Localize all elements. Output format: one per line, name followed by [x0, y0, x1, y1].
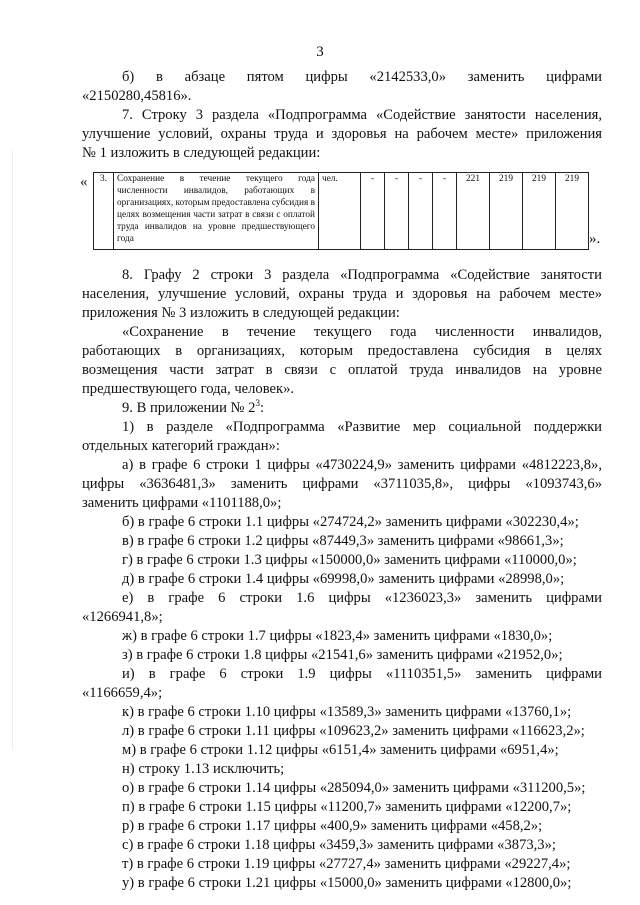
item-o: о) в графе 6 строки 1.14 цифры «285094,0» заменить цифрами «311200,5»; — [122, 780, 586, 796]
item-t: т) в графе 6 строки 1.19 цифры «27727,4» заменить цифрами «29227,4»; — [122, 856, 571, 872]
scan-margin-line — [12, 150, 13, 750]
item-e-line2: «1266941,8»; — [82, 609, 163, 625]
row-dash-4: - — [433, 173, 457, 250]
sub1-line1: 1) в разделе «Подпрограмма «Развитие мер социальной поддержки — [122, 419, 602, 435]
row-unit: чел. — [319, 173, 361, 250]
item9-colon: : — [259, 400, 264, 416]
item8-line3: приложения № 3 изложить в следующей редакции: — [82, 305, 400, 321]
row-number: 3. — [94, 173, 114, 250]
row-dash-1: - — [361, 173, 385, 250]
item8-quote-line2: работающих в организациях, которым предоставлена субсидия в целях — [82, 343, 602, 359]
row-value-2: 219 — [490, 173, 523, 250]
item-p: п) в графе 6 строки 1.15 цифры «11200,7» заменить цифрами «12200,7»; — [122, 799, 572, 815]
row-value-4: 219 — [556, 173, 589, 250]
intro-b-line: б) в абзаце пятом цифры «2142533,0» заменить цифрами — [122, 69, 602, 85]
table-row — [94, 173, 589, 250]
item-zh: ж) в графе 6 строки 1.7 цифры «1823,4» заменить цифрами «1830,0»; — [122, 628, 553, 644]
item8-quote-line3: возмещения части затрат в связи с оплатой труда инвалидов на уровне — [82, 362, 602, 378]
item-l: л) в графе 6 строки 1.11 цифры «109623,2» заменить цифрами «116623,2»; — [122, 723, 585, 739]
row-value-1: 221 — [457, 173, 490, 250]
intro-b-continuation: «2150280,45816». — [82, 88, 192, 104]
item-b: б) в графе 6 строки 1.1 цифры «274724,2» заменить цифрами «302230,4»; — [122, 514, 579, 530]
item7-line2: улучшение условий, охраны труда и здоровья на рабочем месте» приложения — [82, 126, 602, 142]
item9-text: 9. В приложении № 2 — [122, 400, 256, 416]
item-g: г) в графе 6 строки 1.3 цифры «150000,0» заменить цифрами «110000,0»; — [122, 552, 577, 568]
row-indicator-text: Сохранение в течение текущего года численности инвалидов, работающих в организациях, которым предоставлена субсидия в целях возмещения части затрат в связи с оплатой труда инвалидов на уровне предшествующего года — [114, 173, 319, 250]
table-close-quote: ». — [589, 231, 601, 247]
item-v: в) в графе 6 строки 1.2 цифры «87449,3» заменить цифрами «98661,3»; — [122, 533, 564, 549]
item-a-line1: а) в графе 6 строки 1 цифры «4730224,9» заменить цифрами «4812223,8», — [122, 457, 602, 473]
item-u: у) в графе 6 строки 1.21 цифры «15000,0» заменить цифрами «12800,0»; — [122, 875, 572, 891]
item8-quote-line1: «Сохранение в течение текущего года численности инвалидов, — [122, 324, 602, 340]
item-i-line2: «1166659,4»; — [82, 685, 163, 701]
item9-superscript: 3 — [255, 398, 260, 409]
item-r: р) в графе 6 строки 1.17 цифры «400,9» заменить цифрами «458,2»; — [122, 818, 543, 834]
item-a-line3: заменить цифрами «1101188,0»; — [82, 495, 282, 511]
item7-line3: № 1 изложить в следующей редакции: — [82, 145, 321, 161]
item8-line1: 8. Графу 2 строки 3 раздела «Подпрограмма «Содействие занятости — [122, 267, 602, 283]
row-dash-3: - — [409, 173, 433, 250]
row-dash-2: - — [385, 173, 409, 250]
item-s: с) в графе 6 строки 1.18 цифры «3459,3» заменить цифрами «3873,3»; — [122, 837, 556, 853]
item7-line1: 7. Строку 3 раздела «Подпрограмма «Содействие занятости населения, — [122, 107, 602, 123]
item-a-line2: цифры «3636481,3» заменить цифрами «3711035,8», цифры «1093743,6» — [82, 476, 602, 492]
item-z: з) в графе 6 строки 1.8 цифры «21541,6» заменить цифрами «21952,0»; — [122, 647, 563, 663]
item8-line2: населения, улучшение условий, охраны труда и здоровья на рабочем месте» — [82, 286, 602, 302]
item-m: м) в графе 6 строки 1.12 цифры «6151,4» заменить цифрами «6951,4»; — [122, 742, 559, 758]
page-number: 3 — [316, 44, 324, 60]
item9-heading — [82, 399, 602, 419]
sub1-line2: отдельных категорий граждан»: — [82, 438, 280, 454]
item-i-line1: и) в графе 6 строки 1.9 цифры «1110351,5» заменить цифрами — [122, 666, 602, 682]
item-n: н) строку 1.13 исключить; — [122, 761, 285, 777]
item-k: к) в графе 6 строки 1.10 цифры «13589,3» заменить цифрами «13760,1»; — [122, 704, 572, 720]
amendment-table — [93, 172, 589, 250]
row-value-3: 219 — [523, 173, 556, 250]
item-d: д) в графе 6 строки 1.4 цифры «69998,0» заменить цифрами «28998,0»; — [122, 571, 565, 587]
item-e-line1: е) в графе 6 строки 1.6 цифры «1236023,3» заменить цифрами — [122, 590, 602, 606]
item8-quote-line4: предшествующего года, человек». — [82, 381, 295, 397]
table-open-quote: « — [80, 174, 88, 190]
